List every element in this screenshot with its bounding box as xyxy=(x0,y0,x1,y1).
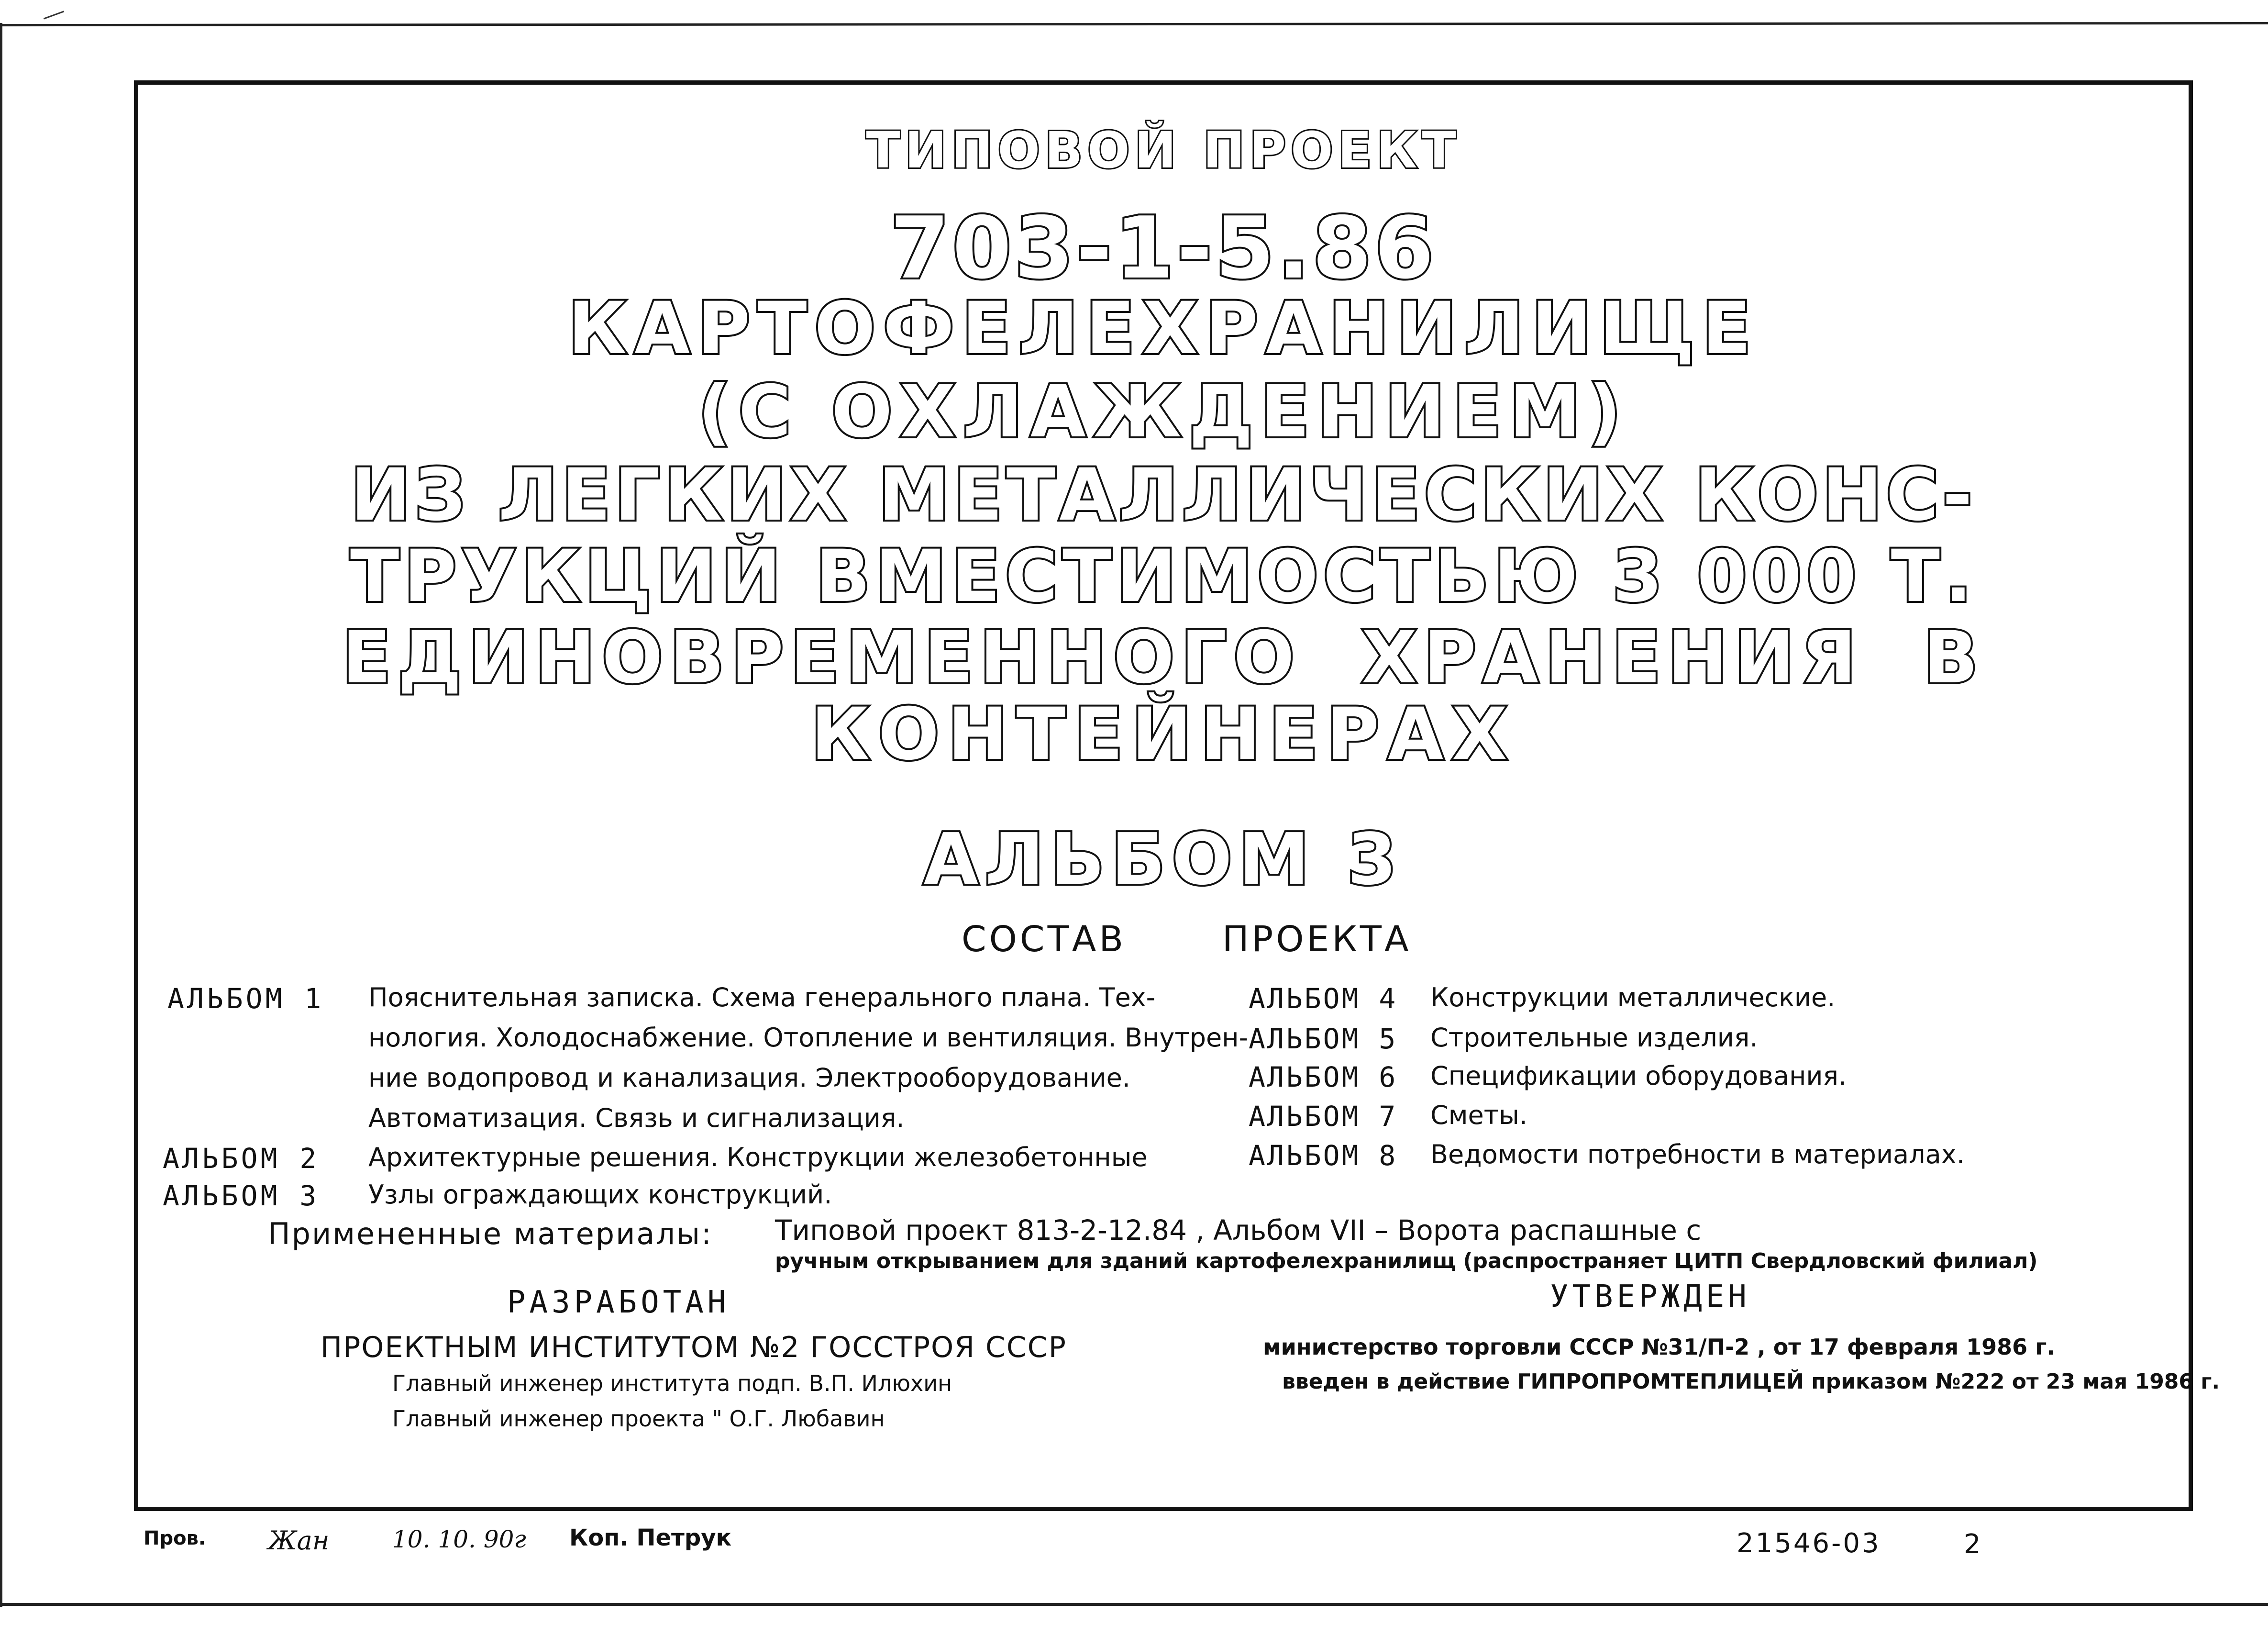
album-5-label: АЛЬБОМ 5 xyxy=(1249,1023,1398,1055)
outer-top-line xyxy=(0,22,2268,26)
approved-line-1: министерство торговли СССР №31/П-2 , от 17 февраля 1986 г. xyxy=(1263,1334,2055,1360)
composition-word-2: ПРОЕКТА xyxy=(1222,919,1412,960)
album-3-line-1: Узлы ограждающих конструкций. xyxy=(368,1179,832,1210)
materials-line-1: Типовой проект 813-2-12.84 , Альбом VII – Ворота распашные с xyxy=(775,1214,1702,1246)
materials-line-2: ручным открыванием для зданий картофелехранилищ (распространяет ЦИТП Свердловский филиал) xyxy=(775,1249,2038,1273)
album-1-line-2: нология. Холодоснабжение. Отопление и вентиляция. Внутрен- xyxy=(368,1023,1249,1053)
album-2-label: АЛЬБОМ 2 xyxy=(163,1142,320,1175)
title-line-2: (С ОХЛАЖДЕНИЕМ) xyxy=(698,370,1629,454)
developed-line-1: Главный инженер института подп. В.П. Илюхин xyxy=(392,1370,952,1396)
album-1-line-1: Пояснительная записка. Схема генерального плана. Тех- xyxy=(368,982,1156,1012)
title-line-1: КАРТОФЕЛЕХРАНИЛИЩЕ xyxy=(568,287,1759,370)
developed-org: ПРОЕКТНЫМ ИНСТИТУТОМ №2 ГОССТРОЯ СССР xyxy=(321,1331,1067,1364)
album-4-label: АЛЬБОМ 4 xyxy=(1249,982,1398,1015)
approved-title: УТВЕРЖДЕН xyxy=(1550,1279,1750,1314)
album-number: АЛЬБОМ 3 xyxy=(923,818,1404,901)
check-label: Пров. xyxy=(144,1527,206,1549)
album-1-line-3: ние водопровод и канализация. Электрооборудование. xyxy=(368,1063,1130,1093)
album-2-line-1: Архитектурные решения. Конструкции железобетонные xyxy=(368,1142,1148,1172)
developed-title: РАЗРАБОТАН xyxy=(507,1285,730,1320)
sheet-number: 2 xyxy=(1964,1529,1981,1560)
developed-line-2: Главный инженер проекта " О.Г. Любавин xyxy=(392,1406,885,1432)
check-date: 10. 10. 90г xyxy=(392,1525,526,1553)
copy-by: Коп. Петрук xyxy=(569,1524,732,1551)
album-5-text: Строительные изделия. xyxy=(1430,1023,1758,1053)
title-line-5: ЕДИНОВРЕМЕННОГО ХРАНЕНИЯ В xyxy=(342,616,1985,700)
outer-left-line xyxy=(0,23,2,1607)
album-6-text: Спецификации оборудования. xyxy=(1430,1061,1847,1091)
album-1-label: АЛЬБОМ 1 xyxy=(167,982,324,1015)
title-line-6: КОНТЕЙНЕРАХ xyxy=(811,693,1516,776)
album-3-label: АЛЬБОМ 3 xyxy=(163,1179,320,1212)
album-4-text: Конструкции металлические. xyxy=(1430,982,1836,1012)
album-6-label: АЛЬБОМ 6 xyxy=(1249,1061,1398,1093)
project-kicker: ТИПОВОЙ ПРОЕКТ xyxy=(866,121,1461,179)
approved-line-2: введен в действие ГИПРОПРОМТЕПЛИЦЕЙ приказом №222 от 23 мая 1986 г. xyxy=(1282,1369,2220,1394)
album-8-text: Ведомости потребности в материалах. xyxy=(1430,1139,1965,1169)
outer-bottom-line xyxy=(0,1603,2268,1606)
signature: Жан xyxy=(268,1525,330,1556)
title-line-4: ТРУКЦИЙ ВМЕСТИМОСТЬЮ 3 000 Т. xyxy=(350,535,1977,618)
album-7-label: АЛЬБОМ 7 xyxy=(1249,1100,1398,1133)
album-8-label: АЛЬБОМ 8 xyxy=(1249,1139,1398,1172)
album-1-line-4: Автоматизация. Связь и сигнализация. xyxy=(368,1103,905,1133)
project-code: 703-1-5.86 xyxy=(890,199,1437,298)
materials-label: Примененные материалы: xyxy=(268,1216,713,1251)
album-7-text: Сметы. xyxy=(1430,1100,1527,1130)
title-line-3: ИЗ ЛЕГКИХ МЕТАЛЛИЧЕСКИХ КОНС- xyxy=(351,454,1976,537)
document-number: 21546-03 xyxy=(1737,1528,1881,1559)
composition-word-1: СОСТАВ xyxy=(962,919,1127,960)
corner-mark xyxy=(44,11,64,19)
